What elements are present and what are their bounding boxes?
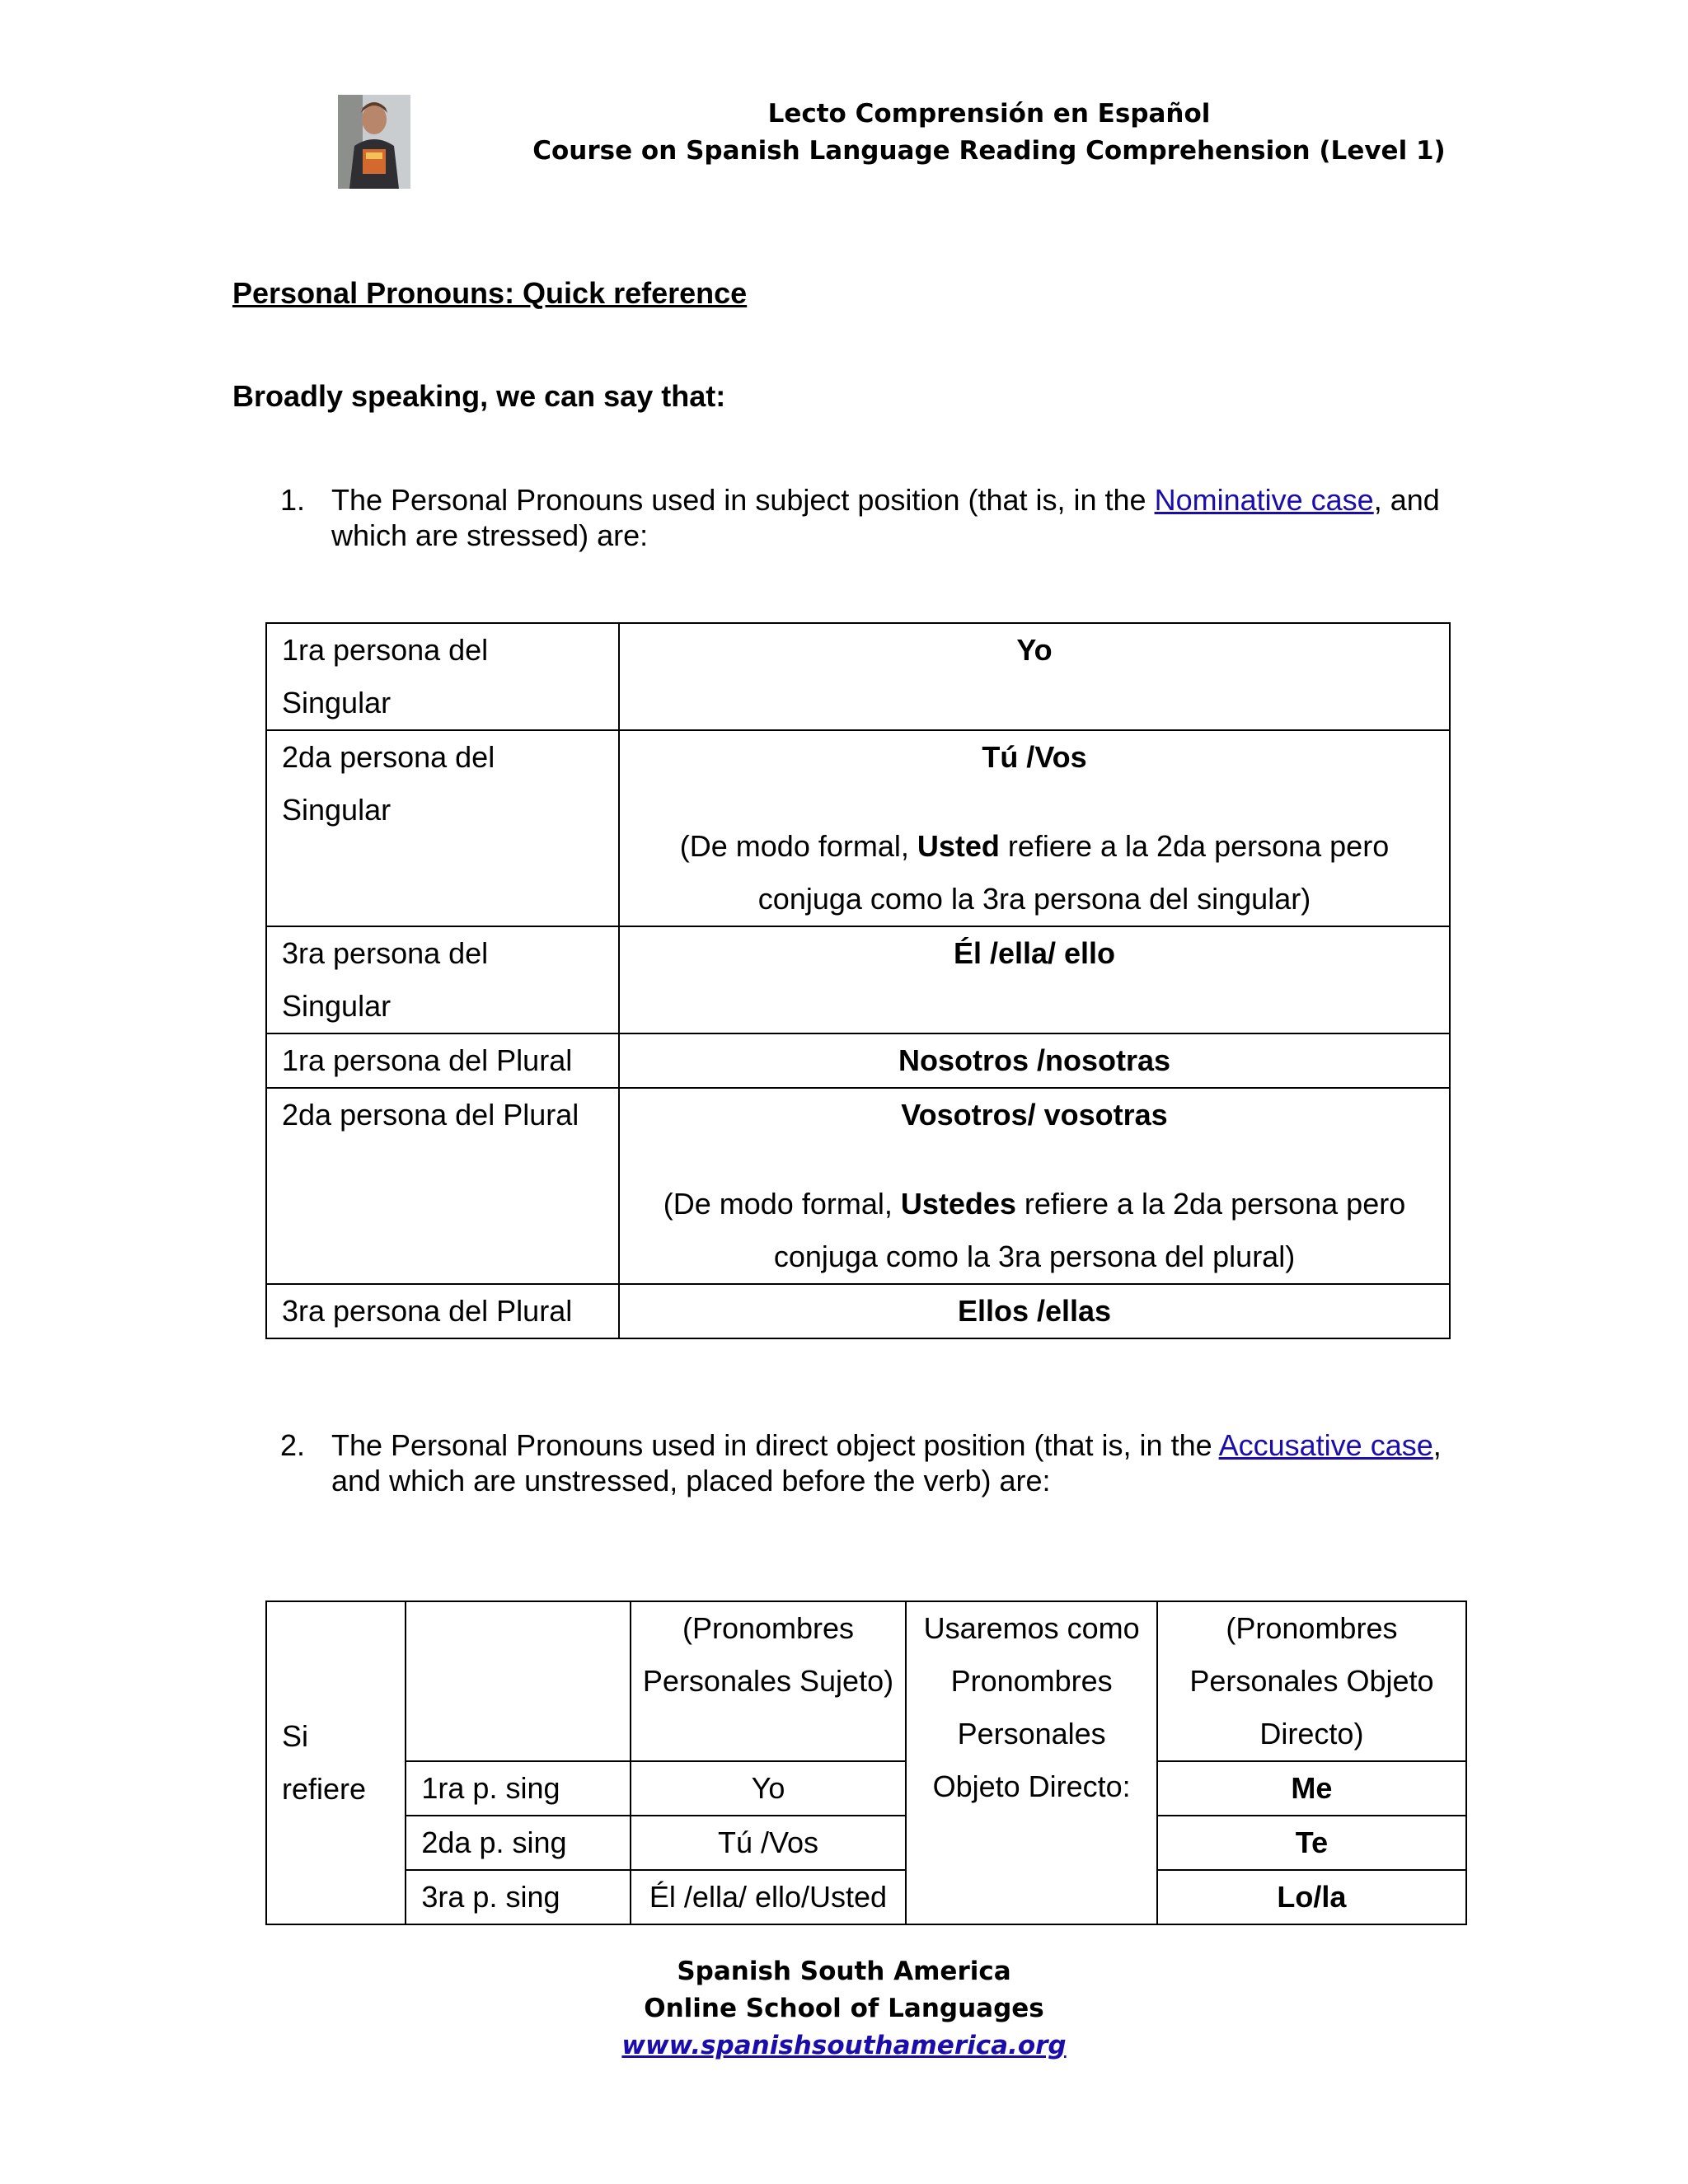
header-photo [338,95,410,189]
pronoun-cell [619,730,1450,926]
empty-header-cell [406,1601,630,1761]
person-cell: 1ra persona del Singular [266,623,619,730]
text-segment: The Personal Pronouns used in direct object position (that is, in the [331,1428,1219,1462]
list-item-2 [280,1427,1451,1498]
table-row [266,1870,1466,1924]
pronoun-value: Tú /Vos [982,740,1087,774]
header-title-es: Lecto Comprensión en Español [767,99,1211,129]
document-footer [0,1953,1688,2064]
text-segment: The Personal Pronouns used in subject position (that is, in the [331,483,1155,517]
list-item-1 [280,482,1451,553]
usaremos-cell: Usaremos como Pronombres Personales Objeto Directo: [906,1601,1157,1924]
person-cell: 2da p. sing [406,1816,630,1870]
formal-note [635,1178,1434,1283]
footer-website-link[interactable]: www.spanishsouthamerica.org [621,2031,1067,2060]
text-segment: refiere a la 2da persona pero conjuga como la 3ra persona del singular) [757,829,1390,916]
formal-note [635,820,1434,926]
footer-school-name: Spanish South America [677,1957,1011,1986]
person-cell: 1ra persona del Plural [266,1033,619,1088]
footer-school-subtitle: Online School of Languages [644,1994,1044,2023]
section-title: Personal Pronouns: Quick reference [232,276,748,310]
pronoun-cell: Él /ella/ ello [619,926,1450,1033]
text-segment: , and which are stressed) are: [331,483,1440,552]
accusative-pronouns-table [265,1601,1467,1925]
table-header-row [266,1601,1466,1761]
object-pronoun-cell: Lo/la [1157,1870,1466,1924]
header-title-en: Course on Spanish Language Reading Comprehension (Level 1) [532,136,1446,166]
list-text [331,482,1451,553]
person-cell: 2da persona del Singular [266,730,619,926]
text-segment: (De modo formal, [679,829,917,863]
object-header-cell: (Pronombres Personales Objeto Directo) [1157,1601,1466,1761]
pronoun-cell: Nosotros /nosotras [619,1033,1450,1088]
accusative-case-link[interactable]: Accusative case [1218,1428,1433,1462]
subject-header-cell: (Pronombres Personales Sujeto) [631,1601,907,1761]
person-cell: 3ra persona del Plural [266,1284,619,1338]
si-refiere-cell: Si refiere [266,1601,406,1924]
text-segment: refiere a la 2da persona pero conjuga como la 3ra persona del plural) [773,1187,1406,1273]
pronoun-value: Vosotros/ vosotras [901,1098,1168,1132]
list-number: 2. [280,1428,306,1462]
table-row [266,623,1450,730]
person-cell: 1ra p. sing [406,1761,630,1816]
intro-text: Broadly speaking, we can say that: [232,379,726,413]
subject-pronoun-cell: Yo [631,1761,907,1816]
table-row [266,1033,1450,1088]
person-cell: 3ra p. sing [406,1870,630,1924]
list-number: 1. [280,483,306,517]
person-cell: 3ra persona del Singular [266,926,619,1033]
pronoun-cell: Ellos /ellas [619,1284,1450,1338]
text-segment: Usted [917,829,1000,863]
object-pronoun-cell: Me [1157,1761,1466,1816]
subject-pronoun-cell: Él /ella/ ello/Usted [631,1870,907,1924]
table-row [266,1284,1450,1338]
document-header [462,96,1517,170]
subject-pronoun-cell: Tú /Vos [631,1816,907,1870]
table-row [266,730,1450,926]
nominative-pronouns-table [265,622,1451,1339]
table-row [266,1816,1466,1870]
text-segment: , and which are unstressed, placed before the verb) are: [331,1428,1442,1497]
list-text [331,1427,1451,1498]
table-row [266,926,1450,1033]
table-row [266,1761,1466,1816]
nominative-case-link[interactable]: Nominative case [1154,483,1374,517]
pronoun-cell: Yo [619,623,1450,730]
table-row [266,1088,1450,1284]
pronoun-cell [619,1088,1450,1284]
object-pronoun-cell: Te [1157,1816,1466,1870]
person-cell: 2da persona del Plural [266,1088,619,1284]
text-segment: (De modo formal, [663,1187,901,1221]
text-segment: Ustedes [900,1187,1016,1221]
